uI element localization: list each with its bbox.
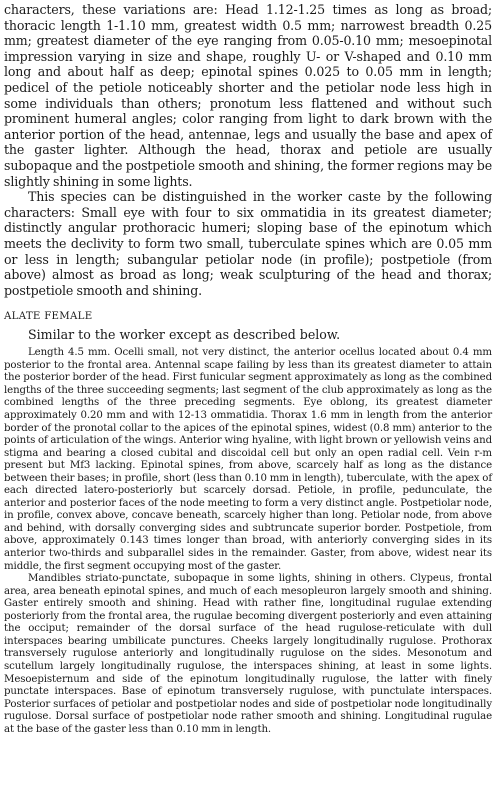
document-page <box>4 2 492 736</box>
section-heading: ALATE FEMALE <box>4 311 93 323</box>
section-intro: Similar to the worker except as described below. <box>28 327 341 343</box>
female-sculpture-paragraph: Mandibles striato-punctate, subopaque in some lights, shining in others. Clypeus, frontal area, area beneath epinotal spines, and much of each mesopleuron largely smooth and shining. Gaster entirely smooth and shining. Head with rather fine, longitudinal rugulae extending posteriorly from the frontal area, the rugulae becoming divergent posteriorly and even attaining the occiput; remainder of the dorsal surface of the head rugulose-reticulate with dull interspaces bearing umbilicate punctures. Cheeks largely longitudinally rugulose. Prothorax transversely rugulose anteriorly and longitudinally rugulose on the sides. Mesonotum and scutellum largely longitudinally rugulose, the interspaces shining, at least in some lights. Mesoepisternum and side of the epinotum longitudinally rugulose, the latter with finely punctate interspaces. Base of epinotum transversely rugulose, with punctulate interspaces. Posterior surfaces of petiolar and postpetiolar nodes and side of postpetiolar node longitudinally rugulose. Dorsal surface of postpetiolar node rather smooth and shining. Longitudinal rugulae at the base of the gaster less than 0.10 mm in length. <box>4 573 492 735</box>
worker-diagnosis-paragraph: This species can be distinguished in the worker caste by the following characters: Small eye with four to six ommatidia in its greatest diameter; distinctly angular prothoracic humeri; sloping base of the epinotum which meets the declivity to form two small, tuberculate spines which are 0.05 mm or less in length; subangular petiolar node (in profile); postpetiole (from above) almost as broad as long; weak sculpturing of the head and thorax; postpetiole smooth and shining. <box>4 189 492 298</box>
female-measurements-paragraph: Length 4.5 mm. Ocelli small, not very distinct, the anterior ocellus located about 0.4 mm posterior to the frontal area. Antennal scape failing by less than its greatest diameter to attain the posterior border of the head. First funicular segment approximately as long as the combined lengths of the three succeeding segments; last segment of the club approximately as long as the combined lengths of the three preceding segments. Eye oblong, its greatest diameter approximately 0.20 mm and with 12-13 ommatidia. Thorax 1.6 mm in length from the anterior border of the pronotal collar to the apices of the epinotal spines, widest (0.8 mm) anterior to the points of articulation of the wings. Anterior wing hyaline, with light brown or yellowish veins and stigma and bearing a closed cubital and discoidal cell but only an open radial cell. Vein r-m present but Mf3 lacking. Epinotal spines, from above, scarcely half as long as the distance between their bases; in profile, short (less than 0.10 mm in length), tuberculate, with the apex of each directed latero-posteriorly but scarcely dorsad. Petiole, in profile, pedunculate, the anterior and posterior faces of the node meeting to form a very distinct angle. Postpetiolar node, in profile, convex above, concave beneath, scarcely higher than long. Petiolar node, from above and behind, with dorsally converging sides and subtruncate superior border. Postpetiole, from above, approximately 0.143 times longer than broad, with anteriorly converging sides in its anterior two-thirds and subparallel sides in the remainder. Gaster, from above, widest near its middle, the first segment occupying most of the gaster. <box>4 347 492 572</box>
worker-variation-paragraph: characters, these variations are: Head 1.12-1.25 times as long as broad; thoracic length 1-1.10 mm, greatest width 0.5 mm; narrowest breadth 0.25 mm; greatest diameter of the eye ranging from 0.05-0.10 mm; mesoepinotal impression varying in size and shape, roughly U- or V-shaped and 0.10 mm long and about half as deep; epinotal spines 0.025 to 0.05 mm in length; pedicel of the petiole noticeably shorter and the petiolar node less high in some individuals than others; pronotum less flattened and without such prominent humeral angles; color ranging from light to dark brown with the anterior portion of the head, antennae, legs and usually the base and apex of the gaster lighter. Although the head, thorax and petiole are usually subopaque and the postpetiole smooth and shining, the former regions may be slightly shining in some lights. <box>4 2 492 189</box>
